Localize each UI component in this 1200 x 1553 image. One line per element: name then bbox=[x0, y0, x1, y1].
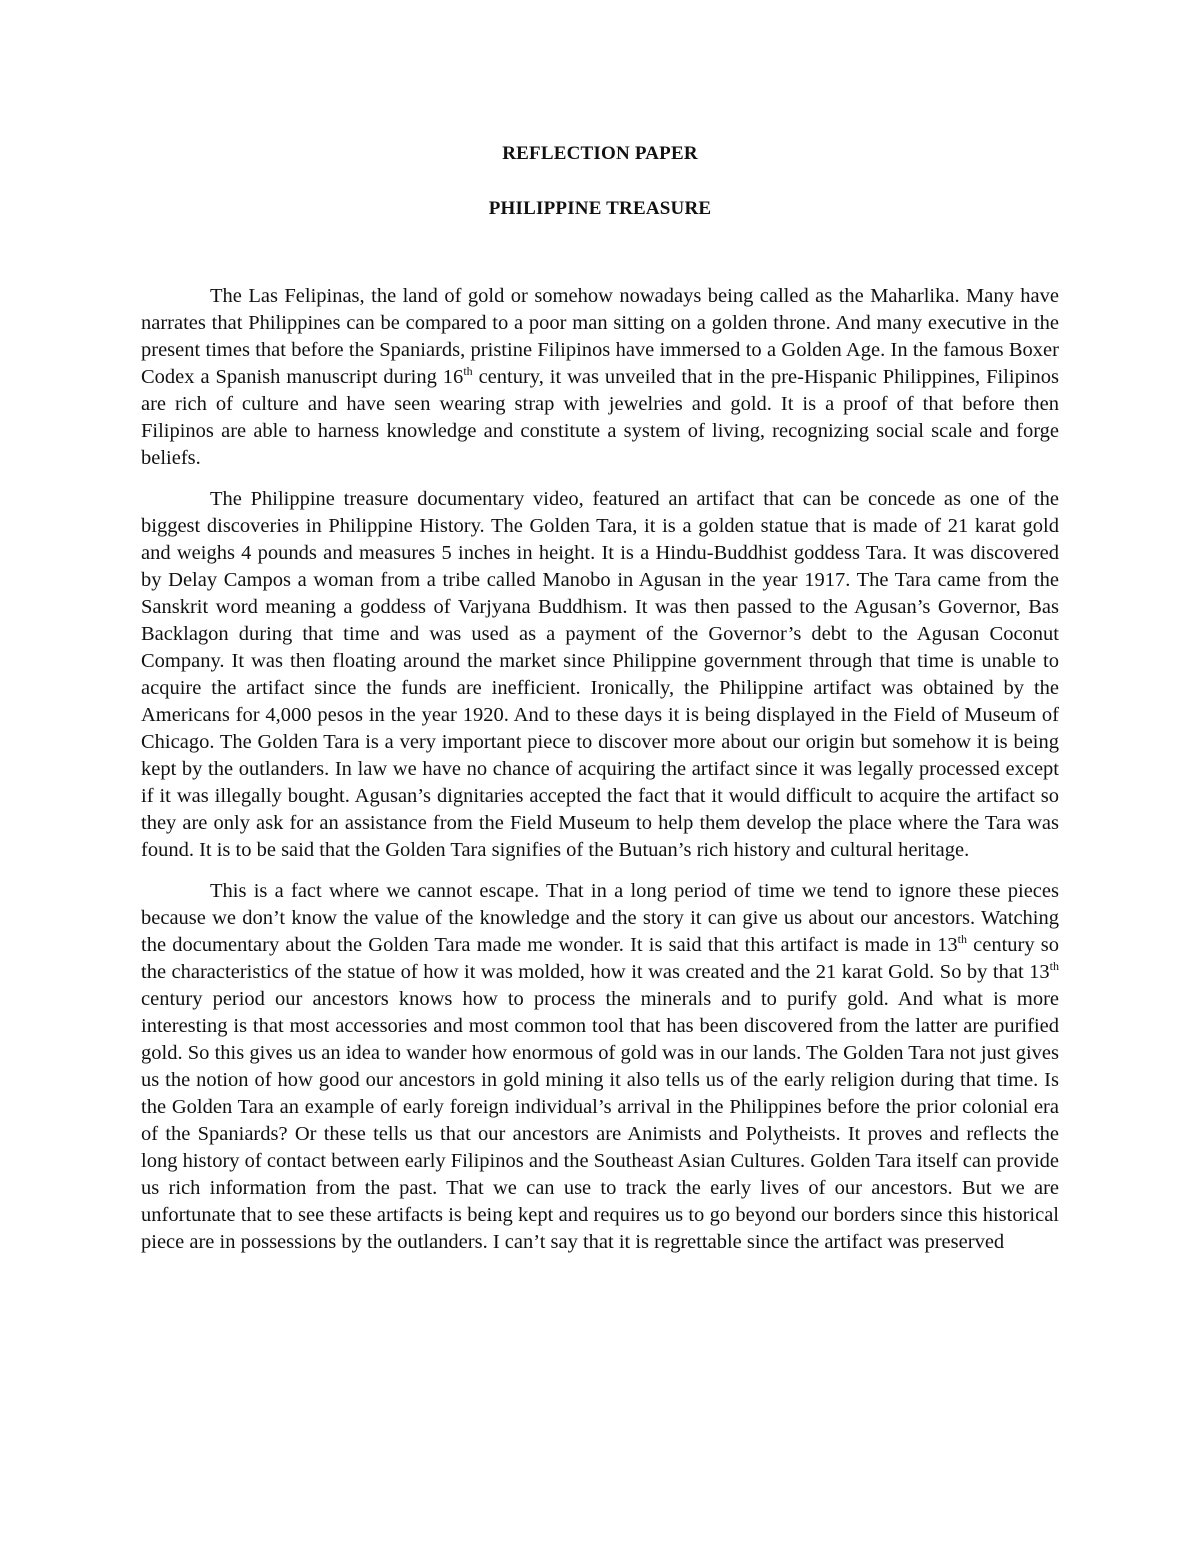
paragraph-3 bbox=[141, 878, 1059, 1256]
paragraph-1-text-b: century, it was unveiled that in the pre-Hispanic Philippines, Filipinos are rich of culture and have seen wearing strap with jewelries and gold. It is a proof of that before then Filipinos are able to harness knowledge and constitute a system of living, recognizing social scale and forge beliefs. bbox=[141, 366, 1059, 469]
paragraph-1-superscript: th bbox=[463, 364, 473, 379]
document-subtitle: PHILIPPINE TREASURE bbox=[488, 198, 712, 219]
paragraph-3-text-c: century period our ancestors knows how to process the minerals and to purify gold. And what is more interesting is that most accessories and most common tool that has been discovered from the latter are purified gold. So this gives us an idea to wander how enormous of gold was in our lands. The Golden Tara not just gives us the notion of how good our ancestors in gold mining it also tells us of the early religion during that time. Is the Golden Tara an example of early foreign individual’s arrival in the Philippines before the prior colonial era of the Spaniards? Or these tells us that our ancestors are Animists and Polytheists. It proves and reflects the long history of contact between early Filipinos and the Southeast Asian Cultures. Golden Tara itself can provide us rich information from the past. That we can use to track the early lives of our ancestors. But we are unfortunate that to see these artifacts is being kept and requires us to go beyond our borders since this historical piece are in possessions by the outlanders. I can’t say that it is regrettable since the artifact was preserved bbox=[141, 988, 1059, 1253]
document-body bbox=[141, 283, 1059, 1256]
paragraph-2: The Philippine treasure documentary video, featured an artifact that can be concede as one of the biggest discoveries in Philippine History. The Golden Tara, it is a golden statue that is made of 21 karat gold and weighs 4 pounds and measures 5 inches in height. It is a Hindu-Buddhist goddess Tara. It was discovered by Delay Campos a woman from a tribe called Manobo in Agusan in the year 1917. The Tara came from the Sanskrit word meaning a goddess of Varjyana Buddhism. It was then passed to the Agusan’s Governor, Bas Backlagon during that time and was used as a payment of the Governor’s debt to the Agusan Coconut Company. It was then floating around the market since Philippine government through that time is unable to acquire the artifact since the funds are inefficient. Ironically, the Philippine artifact was obtained by the Americans for 4,000 pesos in the year 1920. And to these days it is being displayed in the Field of Museum of Chicago. The Golden Tara is a very important piece to discover more about our origin but somehow it is being kept by the outlanders. In law we have no chance of acquiring the artifact since it was legally processed except if it was illegally bought. Agusan’s dignitaries accepted the fact that it would difficult to acquire the artifact so they are only ask for an assistance from the Field Museum to help them develop the place where the Tara was found. It is to be said that the Golden Tara signifies of the Butuan’s rich history and cultural heritage. bbox=[141, 488, 1059, 861]
paragraph-3-superscript-1: th bbox=[957, 932, 967, 947]
paragraph-3-text-b: century so the characteristics of the statue of how it was molded, how it was created and the 21 karat Gold. So by that 13 bbox=[141, 934, 1059, 983]
paragraph-3-text-a: This is a fact where we cannot escape. That in a long period of time we tend to ignore these pieces because we don’t know the value of the knowledge and the story it can give us about our ancestors. Watching the documentary about the Golden Tara made me wonder. It is said that this artifact is made in 13 bbox=[141, 880, 1059, 956]
document-title: REFLECTION PAPER bbox=[502, 143, 698, 164]
paragraph-1 bbox=[141, 283, 1059, 472]
paragraph-1-text-a: The Las Felipinas, the land of gold or somehow nowadays being called as the Maharlika. Many have narrates that Philippines can be compared to a poor man sitting on a golden throne. And many executive in the present times that before the Spaniards, pristine Filipinos have immersed to a Golden Age. In the famous Boxer Codex a Spanish manuscript during 16 bbox=[141, 285, 1059, 388]
paragraph-3-superscript-2: th bbox=[1049, 959, 1059, 974]
